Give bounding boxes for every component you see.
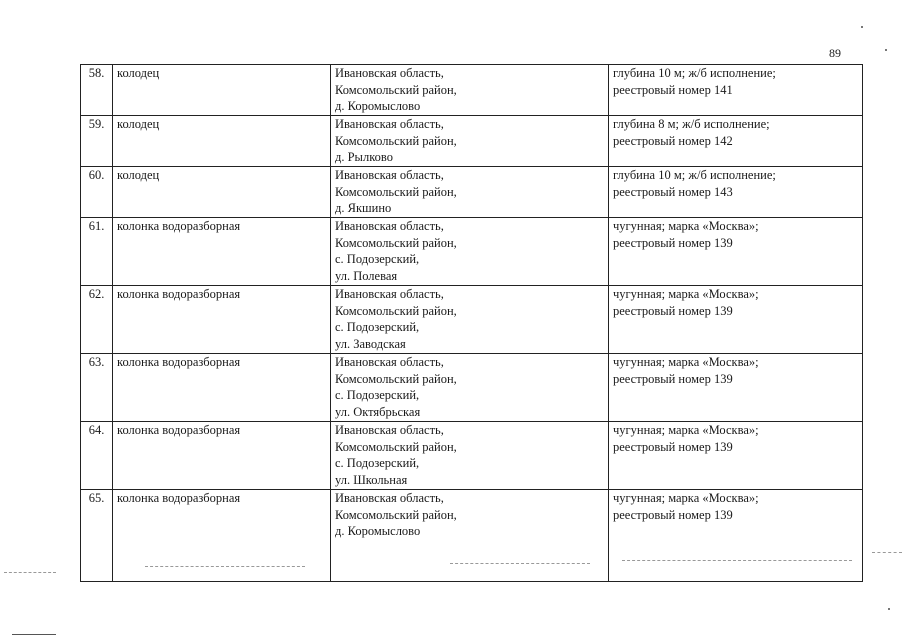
table-row (81, 218, 863, 286)
object-address (331, 167, 609, 218)
address-line: ул. Полевая (335, 268, 398, 283)
object-description (609, 490, 863, 582)
description-line: глубина 10 м; ж/б исполнение; (613, 66, 776, 80)
scan-artifact (4, 572, 56, 573)
address-line: Ивановская область, (335, 423, 444, 437)
description-line: чугунная; марка «Москва»; (613, 423, 759, 437)
scan-speck (885, 49, 887, 51)
row-number: 61. (81, 218, 113, 286)
description-line: чугунная; марка «Москва»; (613, 491, 759, 505)
description-line: чугунная; марка «Москва»; (613, 287, 759, 301)
address-line: Комсомольский район, (335, 507, 457, 522)
table-row (81, 422, 863, 490)
registry-table (80, 64, 863, 582)
object-description (609, 422, 863, 490)
object-name: колонка водоразборная (113, 354, 331, 422)
description-line: чугунная; марка «Москва»; (613, 219, 759, 233)
scan-speck (888, 608, 890, 610)
address-line: ул. Октябрьская (335, 404, 421, 419)
address-line: Комсомольский район, (335, 303, 457, 318)
object-name: колодец (113, 167, 331, 218)
description-line: реестровый номер 141 (613, 82, 733, 97)
row-number: 60. (81, 167, 113, 218)
address-line: ул. Заводская (335, 336, 406, 351)
object-name: колонка водоразборная (113, 286, 331, 354)
description-line: глубина 10 м; ж/б исполнение; (613, 168, 776, 182)
address-line: Комсомольский район, (335, 133, 457, 148)
address-line: Комсомольский район, (335, 184, 457, 199)
object-name: колонка водоразборная (113, 490, 331, 582)
object-address (331, 65, 609, 116)
object-address (331, 286, 609, 354)
address-line: с. Подозерский, (335, 456, 420, 470)
object-address (331, 218, 609, 286)
scan-artifact (145, 566, 305, 567)
address-line: Комсомольский район, (335, 439, 457, 454)
table-row (81, 116, 863, 167)
table-row (81, 286, 863, 354)
description-line: реестровый номер 139 (613, 235, 733, 250)
object-address (331, 116, 609, 167)
description-line: реестровый номер 139 (613, 371, 733, 386)
table-row (81, 354, 863, 422)
address-line: с. Подозерский, (335, 320, 420, 334)
description-line: реестровый номер 139 (613, 303, 733, 318)
scan-artifact (872, 552, 902, 553)
table-row (81, 167, 863, 218)
address-line: с. Подозерский, (335, 388, 420, 402)
address-line: Ивановская область, (335, 491, 444, 505)
object-description (609, 167, 863, 218)
description-line: глубина 8 м; ж/б исполнение; (613, 117, 770, 131)
scan-artifact (450, 563, 590, 564)
address-line: Комсомольский район, (335, 82, 457, 97)
address-line: Комсомольский район, (335, 371, 457, 386)
address-line: Ивановская область, (335, 355, 444, 369)
address-line: Ивановская область, (335, 168, 444, 182)
address-line: д. Коромыслово (335, 99, 421, 113)
table-row (81, 490, 863, 582)
row-number: 62. (81, 286, 113, 354)
row-number: 65. (81, 490, 113, 582)
scan-artifact (622, 560, 852, 561)
object-address (331, 422, 609, 490)
address-line: Ивановская область, (335, 66, 444, 80)
object-name: колонка водоразборная (113, 422, 331, 490)
object-address (331, 354, 609, 422)
scan-artifact (12, 634, 56, 635)
address-line: Комсомольский район, (335, 235, 457, 250)
row-number: 59. (81, 116, 113, 167)
row-number: 58. (81, 65, 113, 116)
object-name: колонка водоразборная (113, 218, 331, 286)
row-number: 64. (81, 422, 113, 490)
address-line: д. Рылково (335, 150, 393, 164)
object-description (609, 218, 863, 286)
description-line: реестровый номер 142 (613, 133, 733, 148)
table-row (81, 65, 863, 116)
scan-speck (861, 26, 863, 28)
address-line: д. Якшино (335, 201, 392, 215)
address-line: Ивановская область, (335, 219, 444, 233)
description-line: реестровый номер 139 (613, 439, 733, 454)
object-description (609, 65, 863, 116)
address-line: с. Подозерский, (335, 252, 420, 266)
description-line: реестровый номер 143 (613, 184, 733, 199)
object-address (331, 490, 609, 582)
address-line: Ивановская область, (335, 287, 444, 301)
object-description (609, 286, 863, 354)
description-line: реестровый номер 139 (613, 507, 733, 522)
page-number: 89 (829, 46, 841, 60)
object-name: колодец (113, 65, 331, 116)
object-description (609, 354, 863, 422)
description-line: чугунная; марка «Москва»; (613, 355, 759, 369)
address-line: Ивановская область, (335, 117, 444, 131)
address-line: д. Коромыслово (335, 524, 421, 538)
object-name: колодец (113, 116, 331, 167)
address-line: ул. Школьная (335, 472, 408, 487)
row-number: 63. (81, 354, 113, 422)
object-description (609, 116, 863, 167)
